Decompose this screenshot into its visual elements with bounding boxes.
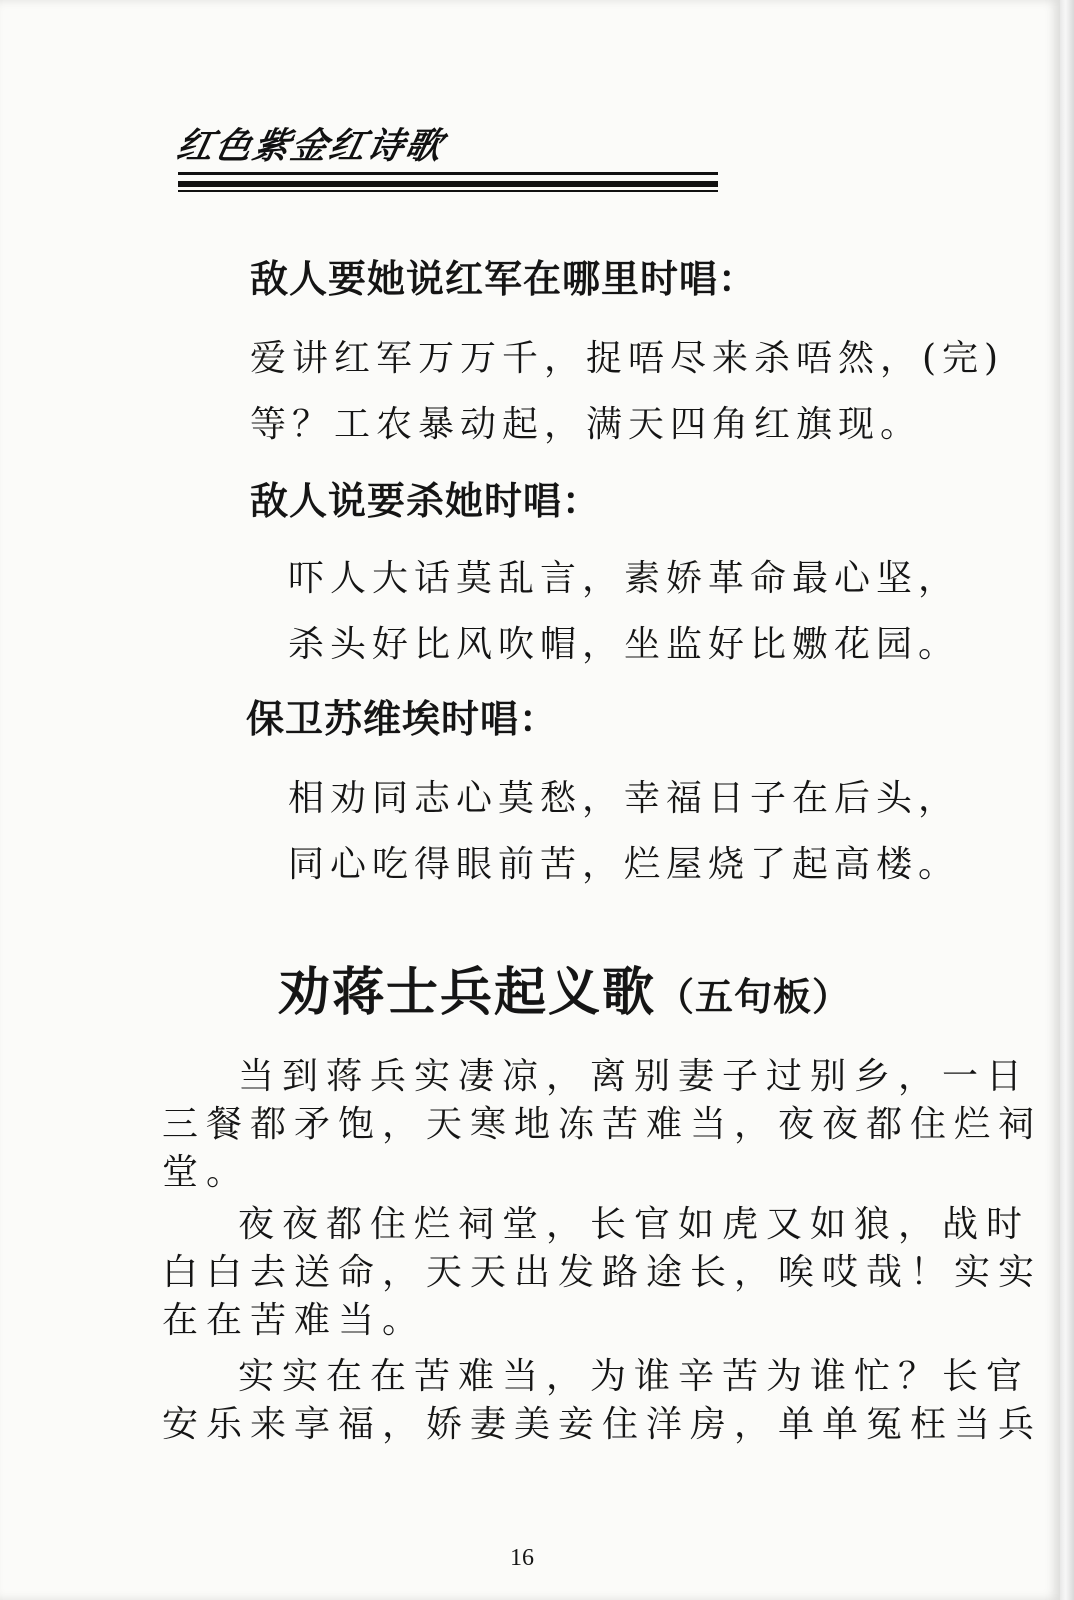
page-edge	[1060, 0, 1074, 1600]
verse-line: 同心吃得眼前苦，烂屋烧了起高楼。	[288, 844, 961, 885]
header-rule-bottom	[178, 190, 718, 192]
header-rule-top	[178, 172, 718, 175]
section-heading: 敌人说要杀她时唱：	[250, 479, 602, 523]
verse-line: 等？工农暴动起，满天四角红旗现。	[250, 404, 923, 445]
running-header: 红色紫金红诗歌	[173, 125, 448, 167]
verse-line: 爱讲红军万万千，捉唔尽来杀唔然，(完)	[250, 338, 1005, 379]
song-line: 实实在在苦难当，为谁辛苦为谁忙？长官	[238, 1356, 1031, 1397]
song-line: 堂。	[162, 1152, 251, 1193]
song-subtitle: （五句板）	[656, 974, 852, 1019]
header-rule-thick	[178, 181, 718, 187]
page-number: 16	[510, 1545, 534, 1571]
song-line: 夜夜都住烂祠堂，长官如虎又如狼，战时	[238, 1204, 1031, 1245]
song-line: 在在苦难当。	[162, 1300, 427, 1341]
song-line: 当到蒋兵实凄凉，离别妻子过别乡，一日	[238, 1056, 1031, 1097]
section-heading: 保卫苏维埃时唱：	[246, 697, 559, 741]
song-title	[278, 950, 851, 1025]
song-title-main: 劝蒋士兵起义歌	[278, 962, 657, 1023]
verse-line: 吓人大话莫乱言，素娇革命最心坚，	[288, 558, 961, 599]
section-heading: 敌人要她说红军在哪里时唱：	[250, 257, 758, 301]
song-line: 三餐都矛饱，天寒地冻苦难当，夜夜都住烂祠	[162, 1104, 1043, 1145]
song-line: 白白去送命，天天出发路途长，唉哎哉！实实	[162, 1252, 1043, 1293]
verse-line: 相劝同志心莫愁，幸福日子在后头，	[288, 778, 961, 819]
verse-line: 杀头好比风吹帽，坐监好比嫐花园。	[288, 624, 961, 665]
song-line: 安乐来享福，娇妻美妾住洋房，单单冤枉当兵	[162, 1404, 1043, 1445]
